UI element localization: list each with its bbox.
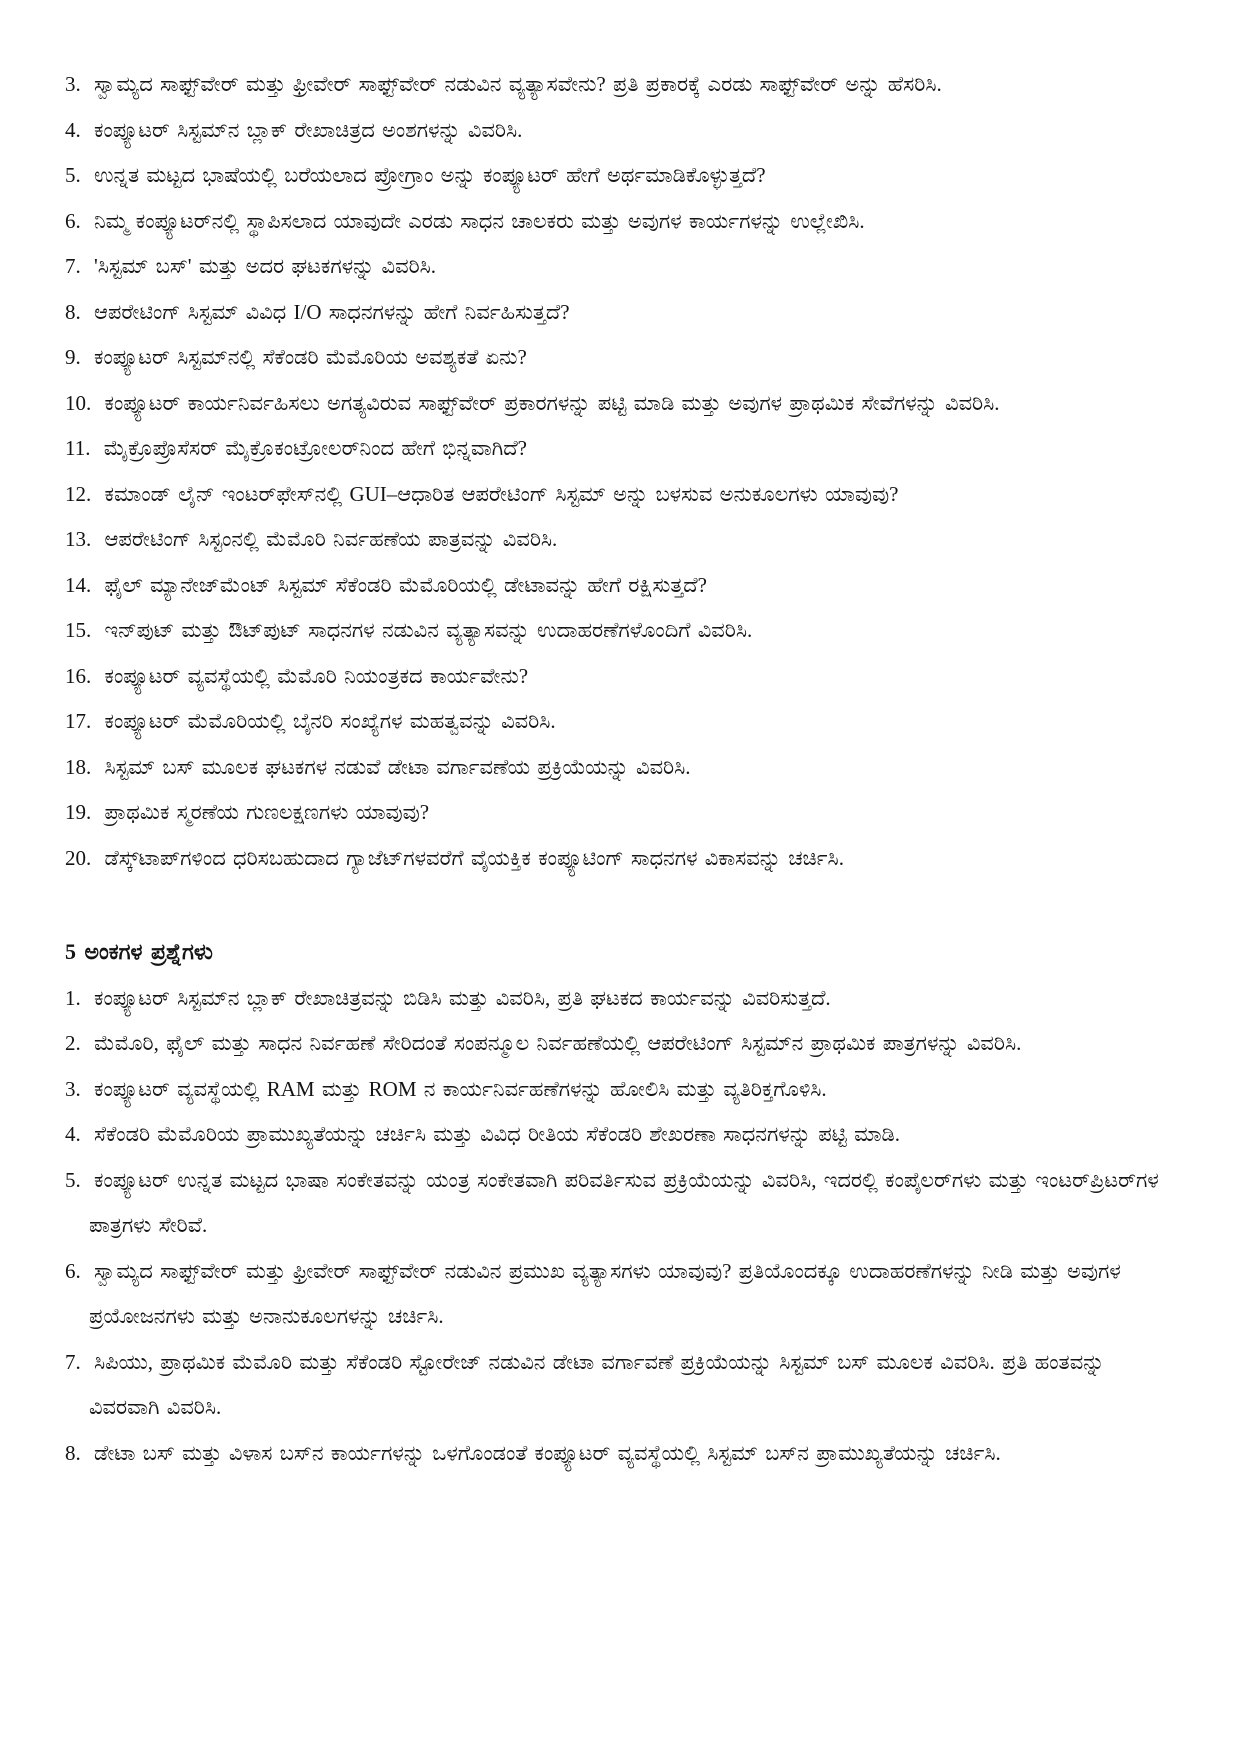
question-number: 10. <box>65 390 92 415</box>
question-item <box>65 1249 1182 1340</box>
question-item <box>65 654 1182 700</box>
question-number: 6. <box>65 1258 81 1283</box>
question-item <box>65 790 1182 836</box>
question-text: ಮೈಕ್ರೊಪ್ರೊಸೆಸರ್ ಮೈಕ್ರೊಕಂಟ್ರೋಲರ್‌ನಿಂದ ಹೇಗೆ ಭಿನ್ನವಾಗಿದೆ? <box>103 436 527 460</box>
question-number: 20. <box>65 845 92 870</box>
question-item <box>65 563 1182 609</box>
question-item <box>65 1021 1182 1067</box>
question-item <box>65 199 1182 245</box>
question-item <box>65 699 1182 745</box>
question-text: ಇನ್‌ಪುಟ್ ಮತ್ತು ಔಟ್‌ಪುಟ್ ಸಾಧನಗಳ ನಡುವಿನ ವ್ಯತ್ಯಾಸವನ್ನು ಉದಾಹರಣೆಗಳೊಂದಿಗೆ ವಿವರಿಸಿ. <box>104 618 753 642</box>
question-number: 4. <box>65 117 81 142</box>
question-number: 14. <box>65 572 92 597</box>
question-number: 17. <box>65 709 92 733</box>
question-text: ಉನ್ನತ ಮಟ್ಟದ ಭಾಷೆಯಲ್ಲಿ ಬರೆಯಲಾದ ಪ್ರೋಗ್ರಾಂ ಅನ್ನು ಕಂಪ್ಯೂಟರ್ ಹೇಗೆ ಅರ್ಥಮಾಡಿಕೊಳ್ಳುತ್ತದೆ? <box>94 163 766 187</box>
question-item <box>65 62 1182 108</box>
question-number: 8. <box>65 1440 81 1465</box>
question-item <box>65 426 1182 472</box>
question-number: 3. <box>65 72 81 96</box>
question-item <box>65 745 1182 791</box>
question-text: ಆಪರೇಟಿಂಗ್ ಸಿಸ್ಟಮ್ ವಿವಿಧ I/O ಸಾಧನಗಳನ್ನು ಹೇಗೆ ನಿರ್ವಹಿಸುತ್ತದೆ? <box>94 299 570 324</box>
question-number: 5. <box>65 163 81 187</box>
question-number: 18. <box>65 754 92 779</box>
question-number: 6. <box>65 208 81 233</box>
question-number: 3. <box>65 1076 81 1101</box>
question-item <box>65 335 1182 381</box>
question-item <box>65 1431 1182 1477</box>
question-number: 16. <box>65 663 92 688</box>
question-text: ಸಿಪಿಯು, ಪ್ರಾಥಮಿಕ ಮೆಮೊರಿ ಮತ್ತು ಸೆಕೆಂಡರಿ ಸ್ಟೋರೇಜ್ ನಡುವಿನ ಡೇಟಾ ವರ್ಗಾವಣೆ ಪ್ರಕ್ರಿಯೆಯನ್ನು ಸಿಸ್ಟಮ್ ಬಸ್ ಮೂಲಕ ವಿವರಿಸಿ. ಪ್ರತಿ ಹಂತವನ್ನು ವಿವರವಾಗಿ ವಿವರಿಸಿ. <box>89 1349 1105 1419</box>
question-text: ಡೆಸ್ಕ್‌ಟಾಪ್‌ಗಳಿಂದ ಧರಿಸಬಹುದಾದ ಗ್ಯಾಜೆಟ್‌ಗಳವರೆಗೆ ವೈಯಕ್ತಿಕ ಕಂಪ್ಯೂಟಿಂಗ್ ಸಾಧನಗಳ ವಿಕಾಸವನ್ನು ಚರ್ಚಿಸಿ. <box>104 845 844 870</box>
question-number: 19. <box>65 800 92 824</box>
question-text: ಕಂಪ್ಯೂಟರ್ ಸಿಸ್ಟಮ್‌ನಲ್ಲಿ ಸೆಕೆಂಡರಿ ಮೆಮೊರಿಯ ಅವಶ್ಯಕತೆ ಏನು? <box>94 345 527 369</box>
question-item <box>65 976 1182 1022</box>
question-text: ಕಂಪ್ಯೂಟರ್ ಉನ್ನತ ಮಟ್ಟದ ಭಾಷಾ ಸಂಕೇತವನ್ನು ಯಂತ್ರ ಸಂಕೇತವಾಗಿ ಪರಿವರ್ತಿಸುವ ಪ್ರಕ್ರಿಯೆಯನ್ನು ವಿವರಿಸಿ, ಇದರಲ್ಲಿ ಕಂಪೈಲರ್‌ಗಳು ಮತ್ತು ಇಂಟರ್‌ಪ್ರಿಟರ್‌ಗಳ ಪಾತ್ರಗಳು ಸೇರಿವೆ. <box>89 1167 1159 1237</box>
question-item <box>65 290 1182 336</box>
question-item <box>65 836 1182 882</box>
question-item <box>65 244 1182 290</box>
question-number: 4. <box>65 1122 81 1146</box>
question-item <box>65 1158 1182 1249</box>
question-text: ಸ್ವಾಮ್ಯದ ಸಾಫ್ಟ್‌ವೇರ್ ಮತ್ತು ಫ್ರೀವೇರ್ ಸಾಫ್ಟ್‌ವೇರ್ ನಡುವಿನ ಪ್ರಮುಖ ವ್ಯತ್ಯಾಸಗಳು ಯಾವುವು? ಪ್ರತಿಯೊಂದಕ್ಕೂ ಉದಾಹರಣೆಗಳನ್ನು ನೀಡಿ ಮತ್ತು ಅವುಗಳ ಪ್ರಯೋಜನಗಳು ಮತ್ತು ಅನಾನುಕೂಲಗಳನ್ನು ಚರ್ಚಿಸಿ. <box>89 1258 1121 1328</box>
question-text: ಸೆಕೆಂಡರಿ ಮೆಮೊರಿಯ ಪ್ರಾಮುಖ್ಯತೆಯನ್ನು ಚರ್ಚಿಸಿ ಮತ್ತು ವಿವಿಧ ರೀತಿಯ ಸೆಕೆಂಡರಿ ಶೇಖರಣಾ ಸಾಧನಗಳನ್ನು ಪಟ್ಟಿ ಮಾಡಿ. <box>94 1122 900 1146</box>
question-item <box>65 1112 1182 1158</box>
question-text: ಮೆಮೊರಿ, ಫೈಲ್ ಮತ್ತು ಸಾಧನ ನಿರ್ವಹಣೆ ಸೇರಿದಂತೆ ಸಂಪನ್ಮೂಲ ನಿರ್ವಹಣೆಯಲ್ಲಿ ಆಪರೇಟಿಂಗ್ ಸಿಸ್ಟಮ್‌ನ ಪ್ರಾಥಮಿಕ ಪಾತ್ರಗಳನ್ನು ವಿವರಿಸಿ. <box>94 1031 1022 1055</box>
question-item <box>65 153 1182 199</box>
question-item <box>65 608 1182 654</box>
question-number: 15. <box>65 618 92 642</box>
question-text: ಸಿಸ್ಟಮ್ ಬಸ್ ಮೂಲಕ ಘಟಕಗಳ ನಡುವೆ ಡೇಟಾ ವರ್ಗಾವಣೆಯ ಪ್ರಕ್ರಿಯೆಯನ್ನು ವಿವರಿಸಿ. <box>104 754 691 779</box>
section-heading-five-marks: 5 ಅಂಕಗಳ ಪ್ರಶ್ನೆಗಳು <box>65 939 213 964</box>
question-text: ಕಮಾಂಡ್ ಲೈನ್ ಇಂಟರ್‌ಫೇಸ್‌ನಲ್ಲಿ GUI–ಆಧಾರಿತ ಆಪರೇಟಿಂಗ್ ಸಿಸ್ಟಮ್ ಅನ್ನು ಬಳಸುವ ಅನುಕೂಲಗಳು ಯಾವುವು? <box>104 481 899 506</box>
question-text: ಕಂಪ್ಯೂಟರ್ ವ್ಯವಸ್ಥೆಯಲ್ಲಿ RAM ಮತ್ತು ROM ನ ಕಾರ್ಯನಿರ್ವಹಣೆಗಳನ್ನು ಹೋಲಿಸಿ ಮತ್ತು ವ್ಯತಿರಿಕ್ತಗೊಳಿಸಿ. <box>94 1076 827 1101</box>
question-text: ಕಂಪ್ಯೂಟರ್ ವ್ಯವಸ್ಥೆಯಲ್ಲಿ ಮೆಮೊರಿ ನಿಯಂತ್ರಕದ ಕಾರ್ಯವೇನು? <box>104 663 529 688</box>
question-item <box>65 1340 1182 1431</box>
question-text: ಪ್ರಾಥಮಿಕ ಸ್ಮರಣೆಯ ಗುಣಲಕ್ಷಣಗಳು ಯಾವುವು? <box>104 800 430 824</box>
question-number: 11. <box>65 436 91 460</box>
question-text: ಆಪರೇಟಿಂಗ್ ಸಿಸ್ಟಂನಲ್ಲಿ ಮೆಮೊರಿ ನಿರ್ವಹಣೆಯ ಪಾತ್ರವನ್ನು ವಿವರಿಸಿ. <box>104 527 558 551</box>
question-number: 7. <box>65 254 81 278</box>
question-list-top <box>65 62 1182 881</box>
question-number: 7. <box>65 1349 81 1374</box>
question-number: 2. <box>65 1031 81 1055</box>
question-item <box>65 108 1182 154</box>
question-text: 'ಸಿಸ್ಟಮ್ ಬಸ್' ಮತ್ತು ಅದರ ಘಟಕಗಳನ್ನು ವಿವರಿಸಿ. <box>94 254 437 278</box>
question-item <box>65 381 1182 427</box>
question-text: ಕಂಪ್ಯೂಟರ್ ಮೆಮೊರಿಯಲ್ಲಿ ಬೈನರಿ ಸಂಖ್ಯೆಗಳ ಮಹತ್ವವನ್ನು ವಿವರಿಸಿ. <box>104 709 556 733</box>
question-text: ಕಂಪ್ಯೂಟರ್ ಸಿಸ್ಟಮ್‌ನ ಬ್ಲಾಕ್ ರೇಖಾಚಿತ್ರವನ್ನು ಬಿಡಿಸಿ ಮತ್ತು ವಿವರಿಸಿ, ಪ್ರತಿ ಘಟಕದ ಕಾರ್ಯವನ್ನು ವಿವರಿಸುತ್ತದೆ. <box>94 985 831 1010</box>
question-number: 13. <box>65 527 92 551</box>
question-item <box>65 472 1182 518</box>
question-list-five-marks <box>65 976 1182 1477</box>
question-number: 9. <box>65 345 81 369</box>
question-text: ಕಂಪ್ಯೂಟರ್ ಸಿಸ್ಟಮ್‌ನ ಬ್ಲಾಕ್ ರೇಖಾಚಿತ್ರದ ಅಂಶಗಳನ್ನು ವಿವರಿಸಿ. <box>94 117 523 142</box>
question-number: 12. <box>65 481 92 506</box>
question-text: ಕಂಪ್ಯೂಟರ್ ಕಾರ್ಯನಿರ್ವಹಿಸಲು ಅಗತ್ಯವಿರುವ ಸಾಫ್ಟ್‌ವೇರ್ ಪ್ರಕಾರಗಳನ್ನು ಪಟ್ಟಿ ಮಾಡಿ ಮತ್ತು ಅವುಗಳ ಪ್ರಾಥಮಿಕ ಸೇವೆಗಳನ್ನು ವಿವರಿಸಿ. <box>104 390 1000 415</box>
question-text: ಫೈಲ್ ಮ್ಯಾನೇಜ್‌ಮೆಂಟ್ ಸಿಸ್ಟಮ್ ಸೆಕೆಂಡರಿ ಮೆಮೊರಿಯಲ್ಲಿ ಡೇಟಾವನ್ನು ಹೇಗೆ ರಕ್ಷಿಸುತ್ತದೆ? <box>104 572 707 597</box>
question-item <box>65 517 1182 563</box>
question-text: ನಿಮ್ಮ ಕಂಪ್ಯೂಟರ್‌ನಲ್ಲಿ ಸ್ಥಾಪಿಸಲಾದ ಯಾವುದೇ ಎರಡು ಸಾಧನ ಚಾಲಕರು ಮತ್ತು ಅವುಗಳ ಕಾರ್ಯಗಳನ್ನು ಉಲ್ಲೇಖಿಸಿ. <box>94 208 865 233</box>
question-text: ಡೇಟಾ ಬಸ್ ಮತ್ತು ವಿಳಾಸ ಬಸ್‌ನ ಕಾರ್ಯಗಳನ್ನು ಒಳಗೊಂಡಂತೆ ಕಂಪ್ಯೂಟರ್ ವ್ಯವಸ್ಥೆಯಲ್ಲಿ ಸಿಸ್ಟಮ್ ಬಸ್‌ನ ಪ್ರಾಮುಖ್ಯತೆಯನ್ನು ಚರ್ಚಿಸಿ. <box>94 1440 1001 1465</box>
question-text: ಸ್ವಾಮ್ಯದ ಸಾಫ್ಟ್‌ವೇರ್ ಮತ್ತು ಫ್ರೀವೇರ್ ಸಾಫ್ಟ್‌ವೇರ್ ನಡುವಿನ ವ್ಯತ್ಯಾಸವೇನು? ಪ್ರತಿ ಪ್ರಕಾರಕ್ಕೆ ಎರಡು ಸಾಫ್ಟ್‌ವೇರ್ ಅನ್ನು ಹೆಸರಿಸಿ. <box>94 72 942 96</box>
question-item <box>65 1067 1182 1113</box>
question-number: 1. <box>65 985 81 1010</box>
question-number: 5. <box>65 1167 81 1192</box>
question-number: 8. <box>65 299 81 324</box>
